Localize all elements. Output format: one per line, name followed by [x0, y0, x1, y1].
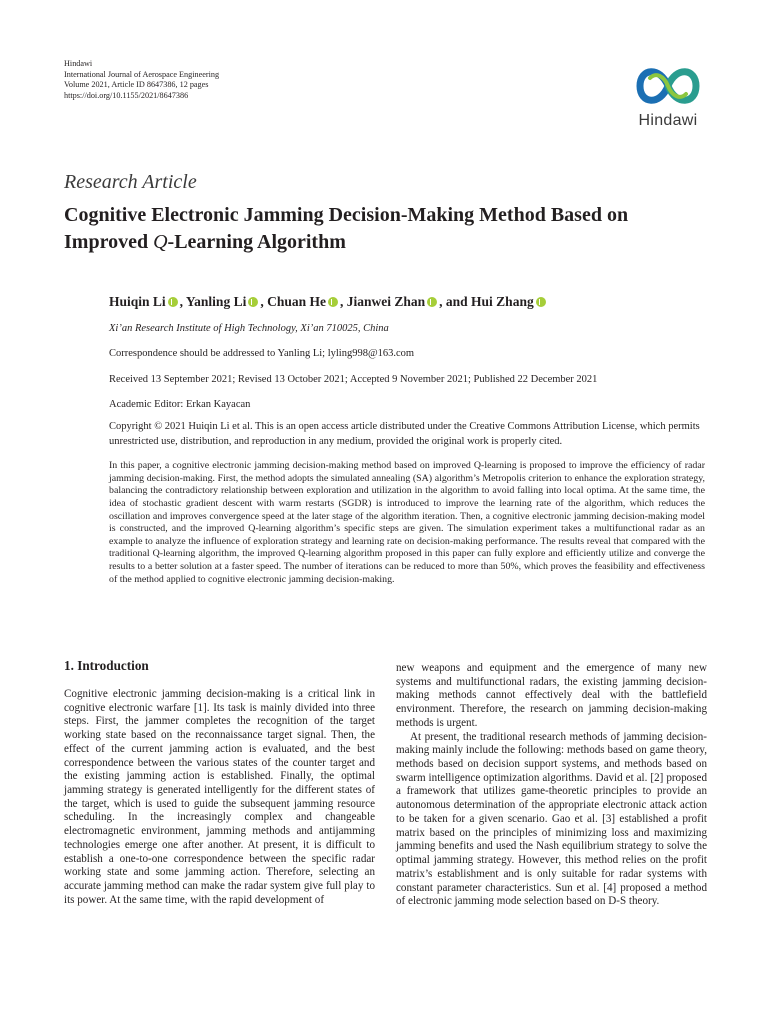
author-separator: ,: [339, 294, 347, 309]
academic-editor: Academic Editor: Erkan Kayacan: [109, 399, 251, 410]
author-name[interactable]: Hui Zhang: [471, 294, 534, 309]
title-line-2-suffix: -Learning Algorithm: [167, 231, 346, 253]
author-separator: ,: [179, 294, 186, 309]
author-separator: ,: [260, 294, 268, 309]
body-paragraph: Cognitive electronic jamming decision-making is a critical link in cognitive electronic warfare [1]. Its task is mainly divided into three steps. First, the jammer completes the recognition of the target working state based on the reconnaissance target signal. Then, the effect of the current jamming action is evaluated, and the best correspondence between the various states of the counter target and the existing jamming action is established. Finally, the optimal jamming strategy is generated intelligently for the different states of the target, which is used to guide the subsequent jamming resource scheduling. In the increasingly complex and changeable electromagnetic environment, jamming methods and antijamming technologies emerge one after another. At present, it is difficult to establish a one-to-one correspondence between the specific radar working state and some jamming action. Therefore, selecting an accurate jamming method can make the radar system give full play to its power. At the same time, with the rapid development of: [64, 688, 375, 906]
affiliation: Xi’an Research Institute of High Technology, Xi’an 710025, China: [109, 323, 389, 334]
logo-wordmark: Hindawi: [638, 112, 698, 129]
section-heading: 1. Introduction: [64, 658, 149, 673]
author-name[interactable]: Jianwei Zhan: [346, 294, 426, 309]
article-type: Research Article: [64, 171, 197, 193]
hindawi-logo-icon: [628, 60, 708, 112]
correspondence: Correspondence should be addressed to Yanling Li; lyling998@163.com: [109, 348, 415, 359]
orcid-icon[interactable]: [536, 297, 546, 307]
publication-dates: Received 13 September 2021; Revised 13 October 2021; Accepted 9 November 2021; Published 22 December 2021: [109, 374, 598, 385]
body-column-right: [396, 662, 707, 909]
copyright-notice: Copyright © 2021 Huiqin Li et al. This is an open access article distributed under the Creative Commons Attribution License, which permits unrestricted use, distribution, and reproduction in any medium, provided the original work is properly cited.: [109, 421, 700, 447]
doi-link[interactable]: https://doi.org/10.1155/2021/8647386: [64, 90, 189, 100]
body-paragraph: At present, the traditional research methods of jamming decision-making mainly include the following: methods based on game theory, methods based on decision support systems, and methods based on swarm intelligence optimization algorithms. David et al. [2] proposed a framework that utilizes game-theoretic principles to provide an autonomous determination of the appropriate electronic attack action to be taken for a given scenario. Gao et al. [3] established a profit matrix based on the principles of minimizing loss and maximizing jamming benefits and used the Nash equilibrium strategy to solve the optimal jamming strategy. However, this method relies on the profit matrix’s establishment and is only suitable for radar systems with constant parameter characteristics. Sun et al. [4] proposed a method of electronic jamming mode selection based on D-S theory.: [396, 730, 707, 908]
orcid-icon[interactable]: [168, 297, 178, 307]
publisher-name: Hindawi: [64, 59, 93, 68]
author-name[interactable]: Yanling Li: [185, 294, 247, 309]
author-separator: , and: [439, 294, 472, 309]
abstract: In this paper, a cognitive electronic jamming decision-making method based on improved Q-learning is proposed to improve the efficiency of radar jamming decision-making. First, the method adopts the simulated annealing (SA) algorithm’s Metropolis criterion to enhance the exploration strategy, balancing the contradictory relationship between exploration and utilization in the algorithm to avoid falling into local optima. At the same time, the idea of stochastic gradient descent with warm restarts (SGDR) is introduced to improve the learning rate of the algorithm, which reduces the oscillation and improves convergence speed at the later stage of the algorithm iteration. Then, a cognitive electronic jamming decision-making model is constructed, and the improved Q-learning algorithm’s specific steps are given. The simulation experiment takes a multifunctional radar as an example to analyze the influence of exploration strategy and learning rate on decision-making performance. The results reveal that compared with the traditional Q-learning algorithm, the improved Q-learning algorithm proposed in this paper can fully explore and efficiently utilize and converge the results to a better solution at a faster speed. The number of iterations can be reduced to more than 50%, which proves the feasibility and effectiveness of the method applied to cognitive electronic jamming decision-making.: [109, 460, 705, 585]
author-list: [109, 294, 709, 310]
title-line-1: Cognitive Electronic Jamming Decision-Making Method Based on: [64, 204, 629, 226]
orcid-icon[interactable]: [427, 297, 437, 307]
author-name[interactable]: Chuan He: [267, 294, 326, 309]
title-line-2: [64, 229, 714, 256]
hindawi-logo[interactable]: [628, 60, 708, 138]
title-line-2-prefix: Improved: [64, 231, 154, 253]
volume-info: Volume 2021, Article ID 8647386, 12 pages: [64, 80, 209, 90]
body-paragraph: new weapons and equipment and the emergence of many new systems and multifunctional radars, the existing jamming decision-making methods cannot effectively deal with the battlefield environment. Therefore, the research on jamming decision-making methods is urgent.: [396, 662, 707, 729]
article-title: [64, 202, 714, 256]
orcid-icon[interactable]: [248, 297, 258, 307]
journal-name: International Journal of Aerospace Engineering: [64, 69, 220, 79]
body-column-left: [64, 658, 375, 908]
author-name[interactable]: Huiqin Li: [109, 294, 166, 309]
orcid-icon[interactable]: [328, 297, 338, 307]
journal-header: [64, 59, 219, 101]
title-line-2-italic: Q: [153, 231, 168, 253]
